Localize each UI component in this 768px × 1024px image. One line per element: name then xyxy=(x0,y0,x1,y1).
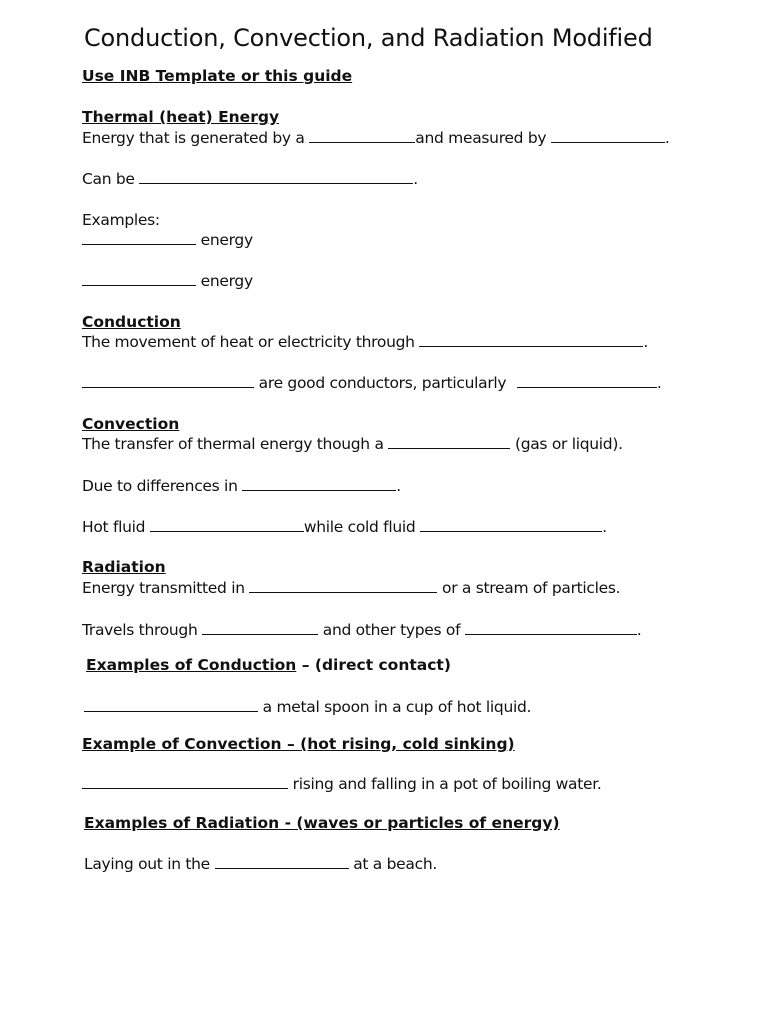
blank-convection-though[interactable] xyxy=(388,434,510,449)
convection-hot-cold-line xyxy=(82,517,607,537)
radiation-travels-end: . xyxy=(636,621,642,639)
blank-conduction-example[interactable] xyxy=(84,697,258,712)
convection-definition-end: (gas or liquid). xyxy=(514,435,623,453)
radiation-heading: Radiation xyxy=(82,558,166,576)
radiation-travels-line xyxy=(82,620,642,640)
conduction-definition-end: . xyxy=(643,333,648,351)
blank-conduction-through[interactable] xyxy=(419,332,643,347)
thermal-definition-text-2: and measured by xyxy=(415,129,547,147)
convection-cold-fluid-text: while cold fluid xyxy=(303,518,416,536)
thermal-definition-text-1: Energy that is generated by a xyxy=(82,129,305,147)
thermal-can-be-end: . xyxy=(413,170,418,188)
convection-differences-line xyxy=(82,476,401,496)
thermal-heading: Thermal (heat) Energy xyxy=(82,108,280,126)
example-convection-line xyxy=(82,774,602,794)
convection-hot-fluid-text: Hot fluid xyxy=(82,518,146,536)
blank-thermal-example-2[interactable] xyxy=(82,271,196,286)
convection-differences-end: . xyxy=(396,477,401,495)
examples-radiation-heading: Examples of Radiation - (waves or particles of energy) xyxy=(84,814,560,832)
blank-thermal-measured[interactable] xyxy=(551,128,665,143)
examples-conduction-heading: Examples of Conduction xyxy=(86,656,297,674)
radiation-definition-text: Energy transmitted in xyxy=(82,579,245,597)
thermal-example-2-line xyxy=(82,271,253,291)
blank-radiation-example[interactable] xyxy=(215,854,349,869)
thermal-examples-label: Examples: xyxy=(82,211,160,229)
examples-conduction-heading-line xyxy=(86,655,451,675)
blank-convection-differences[interactable] xyxy=(242,476,396,491)
blank-thermal-generated[interactable] xyxy=(309,128,415,143)
convection-definition-line xyxy=(82,434,623,454)
blank-convection-example[interactable] xyxy=(82,774,288,789)
blank-radiation-transmitted[interactable] xyxy=(249,578,437,593)
example-convection-text: rising and falling in a pot of boiling water. xyxy=(292,775,602,793)
conduction-definition-line xyxy=(82,332,648,352)
blank-hot-fluid[interactable] xyxy=(150,517,304,532)
example-convection-heading: Example of Convection – (hot rising, cold sinking) xyxy=(82,735,515,753)
page-title: Conduction, Convection, and Radiation Modified xyxy=(84,24,653,52)
blank-radiation-types[interactable] xyxy=(465,620,637,635)
conduction-heading: Conduction xyxy=(82,313,181,331)
radiation-types-text: and other types of xyxy=(322,621,461,639)
blank-conductors[interactable] xyxy=(82,373,254,388)
convection-heading: Convection xyxy=(82,415,180,433)
thermal-definition-text-3: . xyxy=(664,129,670,147)
thermal-definition-line xyxy=(82,128,670,148)
thermal-example-2-text: energy xyxy=(200,272,253,290)
blank-thermal-example-1[interactable] xyxy=(82,230,196,245)
convection-definition-text: The transfer of thermal energy though a xyxy=(82,435,384,453)
examples-conduction-text: a metal spoon in a cup of hot liquid. xyxy=(262,698,532,716)
blank-conductors-particularly[interactable] xyxy=(517,373,657,388)
examples-radiation-text-2: at a beach. xyxy=(353,855,437,873)
thermal-can-be-text: Can be xyxy=(82,170,135,188)
convection-hot-cold-end: . xyxy=(602,518,607,536)
conduction-conductors-end: . xyxy=(656,374,662,392)
blank-radiation-travels[interactable] xyxy=(202,620,318,635)
radiation-travels-text: Travels through xyxy=(82,621,198,639)
examples-radiation-text-1: Laying out in the xyxy=(84,855,210,873)
convection-differences-text: Due to differences in xyxy=(82,477,238,495)
blank-thermal-can-be[interactable] xyxy=(139,169,413,184)
blank-cold-fluid[interactable] xyxy=(420,517,602,532)
subtitle: Use INB Template or this guide xyxy=(82,67,353,85)
thermal-example-1-text: energy xyxy=(200,231,253,249)
thermal-example-1-line xyxy=(82,230,253,250)
radiation-definition-end: or a stream of particles. xyxy=(442,579,621,597)
conduction-conductors-text: are good conductors, particularly xyxy=(258,374,507,392)
radiation-definition-line xyxy=(82,578,620,598)
examples-conduction-line xyxy=(84,697,531,717)
conduction-conductors-line xyxy=(82,373,662,393)
examples-conduction-heading-note: – (direct contact) xyxy=(296,656,451,674)
thermal-can-be-line xyxy=(82,169,418,189)
conduction-definition-text: The movement of heat or electricity through xyxy=(82,333,415,351)
examples-radiation-line xyxy=(84,854,437,874)
